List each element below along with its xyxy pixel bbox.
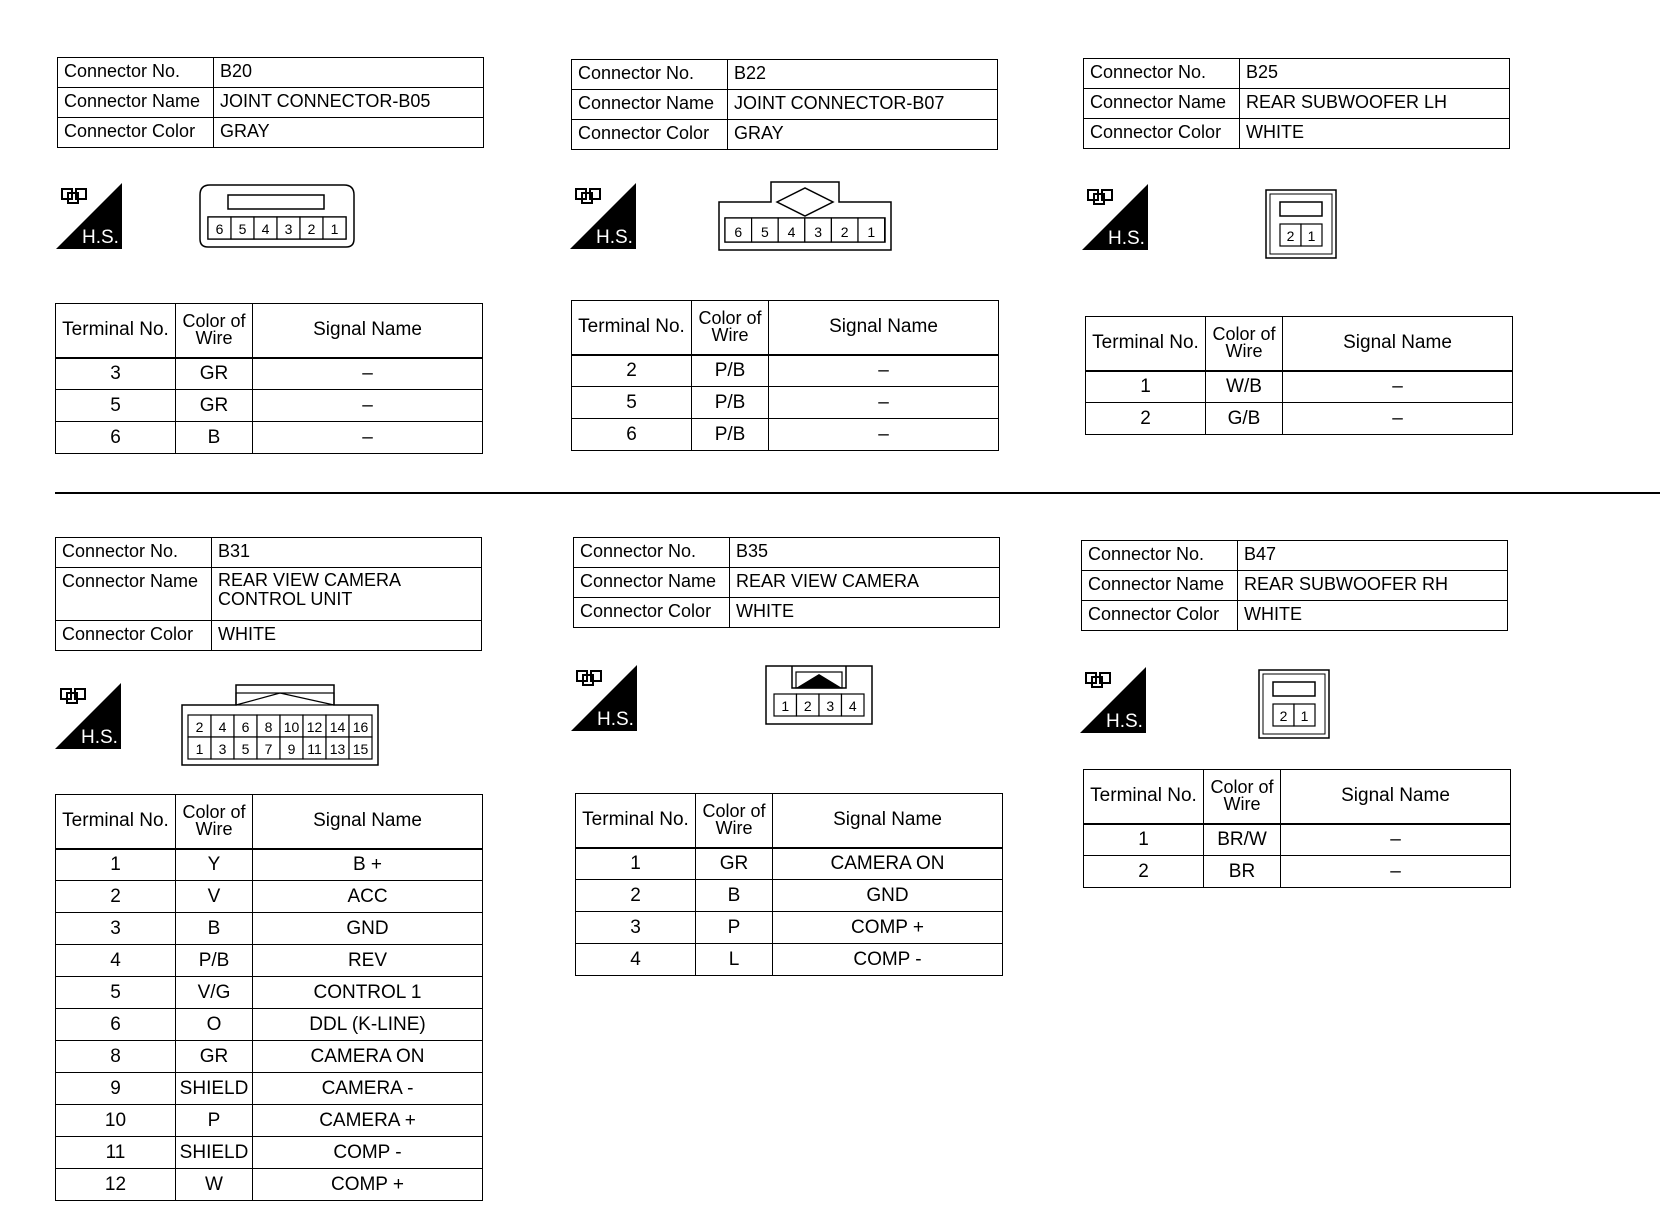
signal-name-cell: B + bbox=[253, 849, 483, 881]
connector-b35-terminal-table bbox=[575, 793, 1003, 976]
pin-number: 5 bbox=[238, 221, 247, 237]
harness-side-icon bbox=[1082, 184, 1148, 250]
terminal-no-cell: 3 bbox=[56, 913, 176, 945]
signal-name-header: Signal Name bbox=[769, 301, 999, 355]
signal-name-cell: CONTROL 1 bbox=[253, 977, 483, 1009]
terminal-no-cell: 11 bbox=[56, 1137, 176, 1169]
signal-name-cell: CAMERA - bbox=[253, 1073, 483, 1105]
wire-color-cell: GR bbox=[176, 358, 253, 390]
table-row bbox=[56, 913, 483, 945]
table-row bbox=[56, 1009, 483, 1041]
connector-b22-info bbox=[571, 59, 998, 150]
pin-number: 7 bbox=[264, 741, 273, 757]
connector-no-value: B20 bbox=[214, 58, 484, 88]
connector-color-value: WHITE bbox=[730, 598, 1000, 628]
pin-number: 4 bbox=[787, 224, 796, 240]
table-row bbox=[576, 944, 1003, 976]
pin-number: 2 bbox=[1286, 228, 1295, 244]
wire-color-cell: P/B bbox=[176, 945, 253, 977]
connector-no-label: Connector No. bbox=[56, 538, 212, 568]
terminal-no-cell: 2 bbox=[572, 355, 692, 387]
table-row bbox=[576, 912, 1003, 944]
terminal-no-cell: 2 bbox=[56, 881, 176, 913]
connector-b20-terminal-table bbox=[55, 303, 483, 454]
harness-side-icon bbox=[571, 665, 637, 731]
connector-color-label: Connector Color bbox=[56, 621, 212, 651]
table-row bbox=[56, 1105, 483, 1137]
pin-number: 4 bbox=[261, 221, 270, 237]
signal-name-header: Signal Name bbox=[253, 304, 483, 358]
terminal-no-cell: 6 bbox=[572, 419, 692, 451]
terminal-no-cell: 6 bbox=[56, 1009, 176, 1041]
signal-name-cell: COMP - bbox=[773, 944, 1003, 976]
connector-b22-face bbox=[717, 180, 893, 252]
pin-number: 2 bbox=[307, 221, 316, 237]
pin-number: 6 bbox=[215, 221, 224, 237]
signal-name-cell: – bbox=[769, 419, 999, 451]
table-row bbox=[56, 422, 483, 454]
terminal-no-cell: 4 bbox=[56, 945, 176, 977]
connector-name-value: JOINT CONNECTOR-B05 bbox=[214, 88, 484, 118]
terminal-no-cell: 3 bbox=[56, 358, 176, 390]
pin-number: 3 bbox=[814, 224, 822, 240]
wire-color-cell: P/B bbox=[692, 387, 769, 419]
signal-name-header: Signal Name bbox=[253, 795, 483, 849]
pin-number: 1 bbox=[1307, 228, 1316, 244]
signal-name-cell: REV bbox=[253, 945, 483, 977]
signal-name-cell: – bbox=[1283, 371, 1513, 403]
color-of-wire-header: Color of Wire bbox=[1204, 770, 1281, 824]
terminal-no-cell: 10 bbox=[56, 1105, 176, 1137]
pin-number: 5 bbox=[241, 741, 250, 757]
hs-label: H.S. bbox=[597, 709, 634, 730]
connector-no-label: Connector No. bbox=[1084, 59, 1240, 89]
harness-side-icon bbox=[570, 183, 636, 249]
pin-number: 6 bbox=[241, 719, 250, 735]
wire-color-cell: P/B bbox=[692, 419, 769, 451]
connector-color-label: Connector Color bbox=[58, 118, 214, 148]
connector-b25-info bbox=[1083, 58, 1510, 149]
wire-color-cell: V bbox=[176, 881, 253, 913]
table-row bbox=[56, 1169, 483, 1201]
table-row bbox=[56, 1137, 483, 1169]
connector-color-label: Connector Color bbox=[574, 598, 730, 628]
terminal-no-cell: 2 bbox=[1086, 403, 1206, 435]
connector-b22-terminal-table bbox=[571, 300, 999, 451]
table-row bbox=[572, 355, 999, 387]
connector-name-label: Connector Name bbox=[1082, 571, 1238, 601]
connector-b47-info bbox=[1081, 540, 1508, 631]
signal-name-cell: DDL (K-LINE) bbox=[253, 1009, 483, 1041]
table-row bbox=[572, 419, 999, 451]
signal-name-cell: ACC bbox=[253, 881, 483, 913]
table-row bbox=[56, 945, 483, 977]
terminal-no-cell: 5 bbox=[56, 977, 176, 1009]
pin-number: 1 bbox=[195, 741, 204, 757]
pin-number: 8 bbox=[264, 719, 273, 735]
connector-color-value: WHITE bbox=[1240, 119, 1510, 149]
connector-name-value: JOINT CONNECTOR-B07 bbox=[728, 90, 998, 120]
harness-side-icon bbox=[1080, 667, 1146, 733]
connector-color-value: GRAY bbox=[214, 118, 484, 148]
connector-no-value: B25 bbox=[1240, 59, 1510, 89]
terminal-no-header: Terminal No. bbox=[1084, 770, 1204, 824]
pin-number: 13 bbox=[329, 741, 346, 757]
signal-name-header: Signal Name bbox=[773, 794, 1003, 848]
signal-name-cell: – bbox=[253, 390, 483, 422]
terminal-no-header: Terminal No. bbox=[1086, 317, 1206, 371]
connector-b31-info bbox=[55, 537, 482, 651]
hs-label: H.S. bbox=[81, 727, 118, 748]
connector-b20-face bbox=[196, 183, 358, 249]
connector-name-value: REAR SUBWOOFER RH bbox=[1238, 571, 1508, 601]
wire-color-cell: SHIELD bbox=[176, 1073, 253, 1105]
wire-color-cell: P bbox=[176, 1105, 253, 1137]
connector-color-value: WHITE bbox=[212, 621, 482, 651]
connector-no-label: Connector No. bbox=[1082, 541, 1238, 571]
hs-label: H.S. bbox=[1106, 711, 1143, 732]
signal-name-cell: COMP - bbox=[253, 1137, 483, 1169]
connector-b31-face bbox=[180, 683, 380, 767]
pin-number: 2 bbox=[1279, 708, 1288, 724]
terminal-no-cell: 9 bbox=[56, 1073, 176, 1105]
connector-no-value: B31 bbox=[212, 538, 482, 568]
connector-no-value: B47 bbox=[1238, 541, 1508, 571]
pin-number: 3 bbox=[826, 698, 835, 714]
wire-color-cell: G/B bbox=[1206, 403, 1283, 435]
connector-b25-face bbox=[1264, 188, 1338, 260]
terminal-no-cell: 1 bbox=[56, 849, 176, 881]
connector-name-label: Connector Name bbox=[56, 568, 212, 621]
wire-color-cell: GR bbox=[176, 1041, 253, 1073]
connector-b47-face bbox=[1257, 668, 1331, 740]
table-row bbox=[576, 848, 1003, 880]
wire-color-cell: W bbox=[176, 1169, 253, 1201]
connector-name-value: REAR VIEW CAMERA bbox=[730, 568, 1000, 598]
table-row bbox=[1086, 371, 1513, 403]
table-row bbox=[56, 358, 483, 390]
wire-color-cell: GR bbox=[696, 848, 773, 880]
wire-color-cell: W/B bbox=[1206, 371, 1283, 403]
color-of-wire-header: Color of Wire bbox=[1206, 317, 1283, 371]
signal-name-cell: CAMERA ON bbox=[253, 1041, 483, 1073]
terminal-no-cell: 8 bbox=[56, 1041, 176, 1073]
pin-number: 10 bbox=[283, 719, 300, 735]
hs-label: H.S. bbox=[596, 227, 633, 248]
color-of-wire-header: Color of Wire bbox=[696, 794, 773, 848]
signal-name-cell: – bbox=[769, 387, 999, 419]
connector-b31-terminal-table bbox=[55, 794, 483, 1201]
signal-name-cell: COMP + bbox=[773, 912, 1003, 944]
terminal-no-cell: 5 bbox=[56, 390, 176, 422]
wire-color-cell: SHIELD bbox=[176, 1137, 253, 1169]
signal-name-header: Signal Name bbox=[1281, 770, 1511, 824]
table-row bbox=[56, 1073, 483, 1105]
harness-side-icon bbox=[56, 183, 122, 249]
table-row bbox=[1084, 856, 1511, 888]
color-of-wire-header: Color of Wire bbox=[176, 795, 253, 849]
pin-number: 9 bbox=[287, 741, 296, 757]
pin-number: 5 bbox=[761, 224, 769, 240]
hs-label: H.S. bbox=[1108, 228, 1145, 249]
pin-number: 2 bbox=[840, 224, 849, 240]
signal-name-cell: – bbox=[769, 355, 999, 387]
pin-number: 3 bbox=[284, 221, 293, 237]
pin-number: 14 bbox=[329, 719, 346, 735]
pin-number: 11 bbox=[307, 741, 322, 757]
table-row bbox=[1086, 403, 1513, 435]
terminal-no-header: Terminal No. bbox=[56, 304, 176, 358]
connector-color-label: Connector Color bbox=[1082, 601, 1238, 631]
signal-name-cell: COMP + bbox=[253, 1169, 483, 1201]
terminal-no-cell: 2 bbox=[576, 880, 696, 912]
terminal-no-cell: 6 bbox=[56, 422, 176, 454]
table-row bbox=[56, 390, 483, 422]
table-row bbox=[572, 387, 999, 419]
terminal-no-header: Terminal No. bbox=[56, 795, 176, 849]
pin-number: 4 bbox=[218, 719, 227, 735]
signal-name-cell: CAMERA + bbox=[253, 1105, 483, 1137]
pin-number: 1 bbox=[1300, 708, 1309, 724]
connector-name-label: Connector Name bbox=[572, 90, 728, 120]
wire-color-cell: L bbox=[696, 944, 773, 976]
terminal-no-cell: 1 bbox=[1086, 371, 1206, 403]
terminal-no-cell: 1 bbox=[1084, 824, 1204, 856]
harness-side-icon bbox=[55, 683, 121, 749]
signal-name-header: Signal Name bbox=[1283, 317, 1513, 371]
table-row bbox=[56, 881, 483, 913]
terminal-no-cell: 4 bbox=[576, 944, 696, 976]
connector-color-value: WHITE bbox=[1238, 601, 1508, 631]
terminal-no-header: Terminal No. bbox=[572, 301, 692, 355]
terminal-no-cell: 12 bbox=[56, 1169, 176, 1201]
connector-name-label: Connector Name bbox=[574, 568, 730, 598]
connector-name-value: REAR SUBWOOFER LH bbox=[1240, 89, 1510, 119]
pin-number: 1 bbox=[867, 224, 876, 240]
pin-number: 1 bbox=[330, 221, 339, 237]
terminal-no-cell: 5 bbox=[572, 387, 692, 419]
table-row bbox=[576, 880, 1003, 912]
connector-b47-terminal-table bbox=[1083, 769, 1511, 888]
connector-no-label: Connector No. bbox=[572, 60, 728, 90]
connector-color-value: GRAY bbox=[728, 120, 998, 150]
connector-no-label: Connector No. bbox=[574, 538, 730, 568]
pin-number: 6 bbox=[734, 224, 743, 240]
terminal-no-cell: 2 bbox=[1084, 856, 1204, 888]
signal-name-cell: GND bbox=[773, 880, 1003, 912]
connector-name-label: Connector Name bbox=[58, 88, 214, 118]
signal-name-cell: – bbox=[1281, 856, 1511, 888]
terminal-no-cell: 3 bbox=[576, 912, 696, 944]
signal-name-cell: – bbox=[253, 358, 483, 390]
connector-no-label: Connector No. bbox=[58, 58, 214, 88]
pin-number: 2 bbox=[195, 719, 204, 735]
pin-number: 2 bbox=[803, 698, 812, 714]
pin-number: 12 bbox=[306, 719, 323, 735]
connector-color-label: Connector Color bbox=[1084, 119, 1240, 149]
connector-name-label: Connector Name bbox=[1084, 89, 1240, 119]
signal-name-cell: GND bbox=[253, 913, 483, 945]
wire-color-cell: B bbox=[176, 913, 253, 945]
wire-color-cell: V/G bbox=[176, 977, 253, 1009]
pin-number: 1 bbox=[781, 698, 790, 714]
signal-name-cell: – bbox=[253, 422, 483, 454]
pin-number: 16 bbox=[352, 719, 369, 735]
signal-name-cell: – bbox=[1283, 403, 1513, 435]
section-divider bbox=[55, 492, 1660, 494]
connector-b20-info bbox=[57, 57, 484, 148]
connector-b35-info bbox=[573, 537, 1000, 628]
color-of-wire-header: Color of Wire bbox=[692, 301, 769, 355]
wire-color-cell: GR bbox=[176, 390, 253, 422]
connector-color-label: Connector Color bbox=[572, 120, 728, 150]
wire-color-cell: BR/W bbox=[1204, 824, 1281, 856]
wire-color-cell: Y bbox=[176, 849, 253, 881]
connector-b25-terminal-table bbox=[1085, 316, 1513, 435]
pin-number: 15 bbox=[352, 741, 369, 757]
connector-b35-face bbox=[764, 664, 874, 726]
wire-color-cell: O bbox=[176, 1009, 253, 1041]
wire-color-cell: B bbox=[176, 422, 253, 454]
connector-no-value: B22 bbox=[728, 60, 998, 90]
wire-color-cell: B bbox=[696, 880, 773, 912]
table-row bbox=[1084, 824, 1511, 856]
terminal-no-cell: 1 bbox=[576, 848, 696, 880]
terminal-no-header: Terminal No. bbox=[576, 794, 696, 848]
hs-label: H.S. bbox=[82, 227, 119, 248]
table-row bbox=[56, 977, 483, 1009]
color-of-wire-header: Color of Wire bbox=[176, 304, 253, 358]
connector-no-value: B35 bbox=[730, 538, 1000, 568]
wire-color-cell: BR bbox=[1204, 856, 1281, 888]
signal-name-cell: – bbox=[1281, 824, 1511, 856]
connector-name-value: REAR VIEW CAMERA CONTROL UNIT bbox=[212, 568, 482, 621]
signal-name-cell: CAMERA ON bbox=[773, 848, 1003, 880]
table-row bbox=[56, 1041, 483, 1073]
table-row bbox=[56, 849, 483, 881]
wire-color-cell: P/B bbox=[692, 355, 769, 387]
pin-number: 4 bbox=[848, 698, 857, 714]
pin-number: 3 bbox=[218, 741, 227, 757]
wire-color-cell: P bbox=[696, 912, 773, 944]
